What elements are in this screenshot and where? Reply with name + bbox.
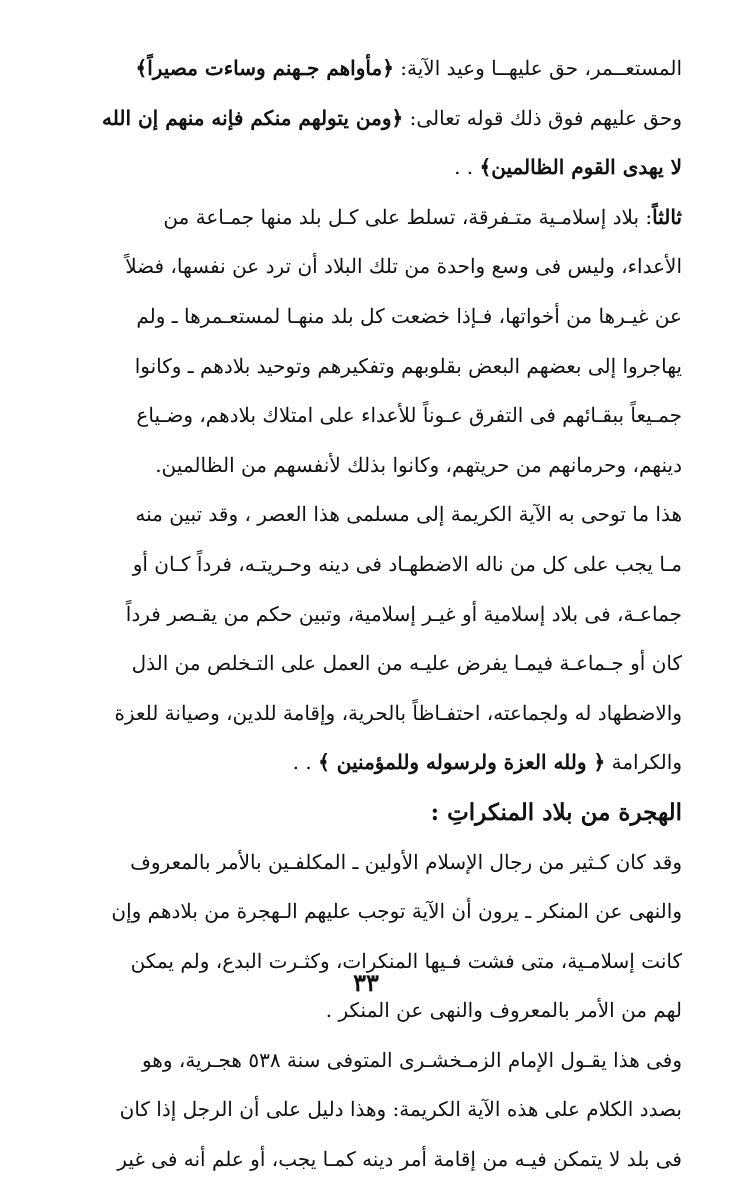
text-line: جماعـة، فى بلاد إسلامية أو غيـر إسلامية، وتبين حكم من يقـصر فرداً [125, 601, 682, 626]
text-line: جمـيعاً ببقـائهم فى التفرق عـوناً للأعداء على امتلاك بلادهم، وضـياع [136, 403, 682, 428]
section-heading: الهجرة من بلاد المنكراتِ : [430, 798, 682, 826]
text-line: المستعــمر، حق عليهــا وعيد الآية: ﴿مأواهم جـهنم وساءت مصيراً﴾ [135, 56, 682, 80]
text-line: لا يهدى القوم الظالمين﴾ . . [454, 155, 682, 180]
text-line: هذا ما توحى به الآية الكريمة إلى مسلمى هذا العصر ، وقد تبين منه [135, 502, 682, 527]
text-line: فى بلد لا يتمكن فيـه من إقامة أمر دينه كمـا يجب، أو علم أنه فى غير [117, 1147, 682, 1172]
text-line: والكرامة ﴿ ولله العزة ولرسوله وللمؤمنين ﴾ . . [292, 750, 682, 775]
text-line: دينهم، وحرمانهم من حريتهم، وكانوا بذلك لأنفسهم من الظالمين. [155, 452, 682, 477]
text-line: والاضطهاد له ولجماعته، احتفـاظاً بالحرية، وإقامة للدين، وصيانة للعزة [114, 700, 682, 725]
text-line: وفى هذا يقـول الإمام الزمـخشـرى المتوفى سنة ٥٣٨ هجـرية، وهو [141, 1047, 682, 1072]
text-line: وقد كان كـثير من رجال الإسلام الأولين ـ المكلفـين بالأمر بالمعروف [130, 849, 682, 874]
text-line: مـا يجب على كل من ناله الاضطهـاد فى دينه وحـريتـه، فرداً كـان أو [132, 551, 682, 576]
text-line: وحق عليهم فوق ذلك قوله تعالى: ﴿ومن يتولهم منكم فإنه منهم إن الله [102, 105, 682, 130]
text-line: كان أو جـماعـة فيمـا يفرض عليـه من العمل على التـخلص من الذل [131, 651, 682, 676]
text-line: عن غيـرها من أخواتها، فـإذا خضعت كل بلد منهـا لمستعـمرها ـ ولم [136, 303, 682, 328]
text-line: بصدد الكلام على هذه الآية الكريمة: وهذا دليل على أن الرجل إذا كان [119, 1097, 682, 1122]
page-number: ٣٣ [353, 968, 379, 997]
text-line: والنهى عن المنكر ـ يرون أن الآية توجب عليهم الـهجرة من بلادهم وإن [111, 899, 682, 924]
text-line: لهم من الأمر بالمعروف والنهى عن المنكر . [325, 998, 682, 1023]
body-text [62, 44, 682, 1185]
text-line: كانت إسلامـية، متى فشت فـيها المنكرات، وكثـرت البدع، ولم يمكن [130, 948, 682, 973]
text-line: الأعداء، وليس فى وسع واحدة من تلك البلاد أن ترد عن نفسها، فضلاً [125, 254, 682, 279]
text-line: ثالثاً: بلاد إسلامـية متـفرقة، تسلط على كـل بلد منها جمـاعة من [163, 204, 682, 229]
text-line: يهاجروا إلى بعضهم البعض بقلوبهم وتفكيرهم وتوحيد بلادهم ـ وكانوا [134, 353, 682, 378]
